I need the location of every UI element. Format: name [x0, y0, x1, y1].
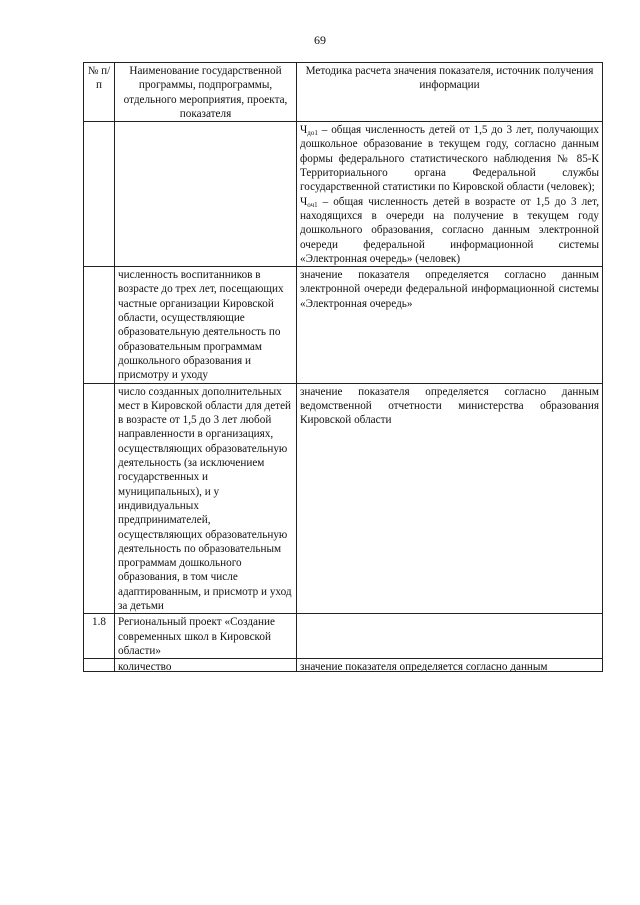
table-header-row — [84, 63, 603, 122]
row-number — [84, 659, 115, 672]
page-number: 69 — [314, 33, 326, 47]
header-number: № п/п — [84, 63, 115, 122]
row-method — [297, 614, 603, 659]
row-number — [84, 383, 115, 614]
row-method: значение показателя определяется согласно данным ведомственной отчетности министерства образования Кировской области — [297, 383, 603, 614]
row-name — [115, 122, 297, 267]
row-name: Региональный проект «Создание современных школ в Кировской области» — [115, 614, 297, 659]
row-name: численность воспитанников в возрасте до трех лет, посещающих частные организации Кировской области, осуществляющие образовательную деятельность по образовательным программам дошкольного образования и присмотру и уходу — [115, 267, 297, 383]
table-row — [84, 659, 603, 672]
row-name: количество — [115, 659, 297, 672]
row-name: число созданных дополнительных мест в Кировской области для детей в возрасте от 1,5 до 3 лет любой направленности в организациях, осуществляющих образовательную деятельность (за исключением государственных и муниципальных), и у индивидуальных предпринимателей, осуществляющих образовательную деятельность по образовательным программам дошкольного образования, в том числе адаптированным, и присмотр и уход за детьми — [115, 383, 297, 614]
variable-symbol: $Ч_{оч1}$ — [300, 195, 318, 209]
table-row — [84, 122, 603, 267]
row-number — [84, 122, 115, 267]
table-row — [84, 383, 603, 614]
header-name: Наименование государственной программы, подпрограммы, отдельного мероприятия, проекта, показателя — [115, 63, 297, 122]
methodology-table — [83, 62, 603, 672]
row-method — [297, 122, 603, 267]
header-method: Методика расчета значения показателя, источник получения информации — [297, 63, 603, 122]
variable-symbol: $Ч_{до1}$ — [300, 124, 318, 138]
table-row — [84, 614, 603, 659]
variable-definition: $Ч_{до1}$ – общая численность детей от 1,5 до 3 лет, получающих дошкольное образование в текущем году, согласно данным формы федерального статистического наблюдения № 85-К Территориального органа Федеральной службы государственной статистики по Кировской области (человек); — [300, 124, 599, 194]
table-row — [84, 267, 603, 383]
row-method: значение показателя определяется согласно данным — [297, 659, 603, 672]
row-method: значение показателя определяется согласно данным электронной очереди федеральной информационной системы «Электронная очередь» — [297, 267, 603, 383]
row-number — [84, 267, 115, 383]
row-number: 1.8 — [84, 614, 115, 659]
variable-definition: $Ч_{оч1}$ – общая численность детей в возрасте от 1,5 до 3 лет, находящихся в очереди на получение в текущем году дошкольного образования, согласно данным электронной очереди федеральной информационной системы «Электронная очередь» (человек) — [300, 195, 599, 265]
